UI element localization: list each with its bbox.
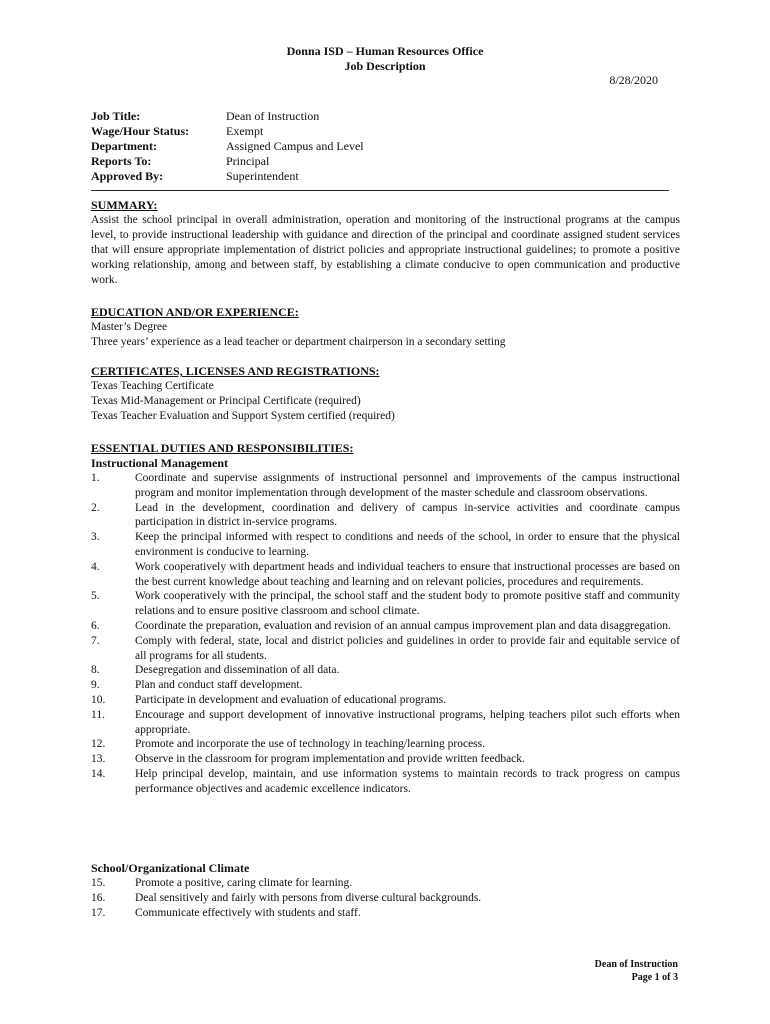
- item-number: 5.: [91, 590, 100, 603]
- list-item: [91, 906, 680, 921]
- certificate-line: Texas Mid-Management or Principal Certificate (required): [91, 395, 361, 407]
- meta-row: [91, 154, 364, 169]
- list-item: [91, 471, 680, 501]
- item-number: 6.: [91, 619, 100, 632]
- meta-row: [91, 124, 364, 139]
- item-text: Work cooperatively with the principal, the school staff and the student body to promote positive staff and community relations and to ensure positive classroom and school climate.: [135, 590, 680, 618]
- item-text: Promote a positive, caring climate for learning.: [135, 877, 353, 889]
- list-item: [91, 589, 680, 619]
- list-item: [91, 501, 680, 531]
- list-item: [91, 693, 680, 708]
- meta-value: Dean of Instruction: [226, 109, 320, 123]
- section-heading: SUMMARY:: [91, 198, 158, 212]
- list-item: [91, 678, 680, 693]
- item-number: 9.: [91, 679, 100, 692]
- list-item: [91, 530, 680, 560]
- education-line: Master’s Degree: [91, 321, 168, 333]
- item-number: 12.: [91, 738, 106, 751]
- doc-date: 8/28/2020: [609, 73, 658, 87]
- meta-label: Department:: [91, 139, 157, 153]
- item-text: Coordinate and supervise assignments of instructional personnel and improvements of the campus instructional program and monitor implementation through development of the master schedule and classroom observations.: [135, 472, 680, 499]
- section-heading: ESSENTIAL DUTIES AND RESPONSIBILITIES:: [91, 441, 354, 455]
- item-number: 15.: [91, 877, 106, 889]
- item-number: 2.: [91, 501, 100, 514]
- item-text: Communicate effectively with students and staff.: [135, 906, 361, 919]
- meta-value: Principal: [226, 154, 270, 168]
- item-number: 13.: [91, 753, 106, 766]
- subsection-heading: Instructional Management: [91, 456, 228, 470]
- item-text: Observe in the classroom for program implementation and provide written feedback.: [135, 753, 525, 766]
- item-text: Keep the principal informed with respect to conditions and needs of the school, in order to ensure that the physical environment is conducive to learning.: [135, 531, 680, 558]
- list-item: [91, 752, 680, 767]
- summary-section: [91, 198, 680, 288]
- section-heading: CERTIFICATES, LICENSES AND REGISTRATIONS:: [91, 364, 380, 378]
- list-item: [91, 891, 680, 906]
- meta-label: Reports To:: [91, 154, 152, 168]
- divider: [91, 190, 669, 191]
- meta-value: Superintendent: [226, 169, 299, 183]
- meta-value: Exempt: [226, 124, 264, 138]
- page-footer: [595, 958, 678, 984]
- meta-label: Job Title:: [91, 109, 141, 123]
- list-item: [91, 663, 680, 678]
- summary-text: Assist the school principal in overall administration, operation and monitoring of the instructional programs at the campus level, to provide instructional leadership with guidance and direction of the principal and coordinate assigned student services that will ensure appropriate implementation of district policies and appropriate instructional guidelines; to promote a positive working relationship, among and between staff, by establishing a climate conducive to open communication and productive work.: [91, 214, 680, 286]
- item-number: 1.: [91, 472, 100, 484]
- climate-section: [91, 861, 680, 920]
- doc-title: Job Description: [344, 59, 426, 73]
- list-item: [91, 767, 680, 797]
- education-line: Three years’ experience as a lead teacher or department chairperson in a secondary setting: [91, 336, 506, 348]
- list-item: [91, 737, 680, 752]
- item-number: 8.: [91, 664, 100, 677]
- duties-section: [91, 441, 680, 797]
- footer-title: Dean of Instruction: [594, 959, 678, 970]
- item-number: 7.: [91, 634, 100, 647]
- item-text: Lead in the development, coordination and delivery of campus in-service activities and coordinate campus participation in district in-service programs.: [135, 501, 680, 529]
- list-item: [91, 560, 680, 590]
- item-number: 14.: [91, 767, 106, 780]
- meta-value: Assigned Campus and Level: [226, 139, 364, 153]
- item-number: 16.: [91, 891, 106, 904]
- item-text: Work cooperatively with department heads and individual teachers to ensure that instructional processes are based on the best current knowledge about teaching and learning and on relevant policies, procedures and requirements.: [135, 560, 680, 588]
- certificates-section: [91, 364, 680, 424]
- item-text: Plan and conduct staff development.: [135, 679, 303, 692]
- item-text: Deal sensitively and fairly with persons from diverse cultural backgrounds.: [135, 891, 482, 904]
- item-text: Help principal develop, maintain, and use information systems to maintain records to track progress on campus performance objectives and academic excellence indicators.: [135, 767, 680, 795]
- item-number: 11.: [91, 708, 105, 721]
- certificate-line: Texas Teacher Evaluation and Support System certified (required): [91, 410, 395, 422]
- item-number: 4.: [91, 560, 100, 573]
- list-item: [91, 708, 680, 738]
- item-text: Desegregation and dissemination of all data.: [135, 664, 340, 677]
- meta-row: [91, 169, 364, 184]
- job-meta: [91, 109, 364, 184]
- org-title: Donna ISD – Human Resources Office: [286, 44, 484, 58]
- item-number: 3.: [91, 531, 100, 544]
- item-text: Encourage and support development of innovative instructional programs, helping teachers pilot such efforts when appropriate.: [135, 708, 680, 736]
- meta-row: [91, 109, 364, 124]
- meta-label: Wage/Hour Status:: [91, 124, 190, 138]
- item-number: 10.: [91, 693, 106, 706]
- list-item: [91, 634, 680, 664]
- page-number: Page 1 of 3: [631, 972, 678, 983]
- certificate-line: Texas Teaching Certificate: [91, 380, 214, 392]
- item-text: Comply with federal, state, local and district policies and guidelines in order to provide fair and equitable service of all programs for all students.: [135, 634, 680, 662]
- list-item: [91, 876, 680, 891]
- item-text: Promote and incorporate the use of technology in teaching/learning process.: [135, 738, 486, 751]
- education-section: [91, 305, 680, 350]
- item-text: Coordinate the preparation, evaluation and revision of an annual campus improvement plan and data disaggregation.: [135, 619, 671, 632]
- list-item: [91, 619, 680, 634]
- section-heading: EDUCATION AND/OR EXPERIENCE:: [91, 305, 299, 319]
- meta-label: Approved By:: [91, 169, 164, 183]
- item-text: Participate in development and evaluation of educational programs.: [135, 693, 447, 706]
- subsection-heading: School/Organizational Climate: [91, 861, 250, 875]
- meta-row: [91, 139, 364, 154]
- item-number: 17.: [91, 906, 106, 919]
